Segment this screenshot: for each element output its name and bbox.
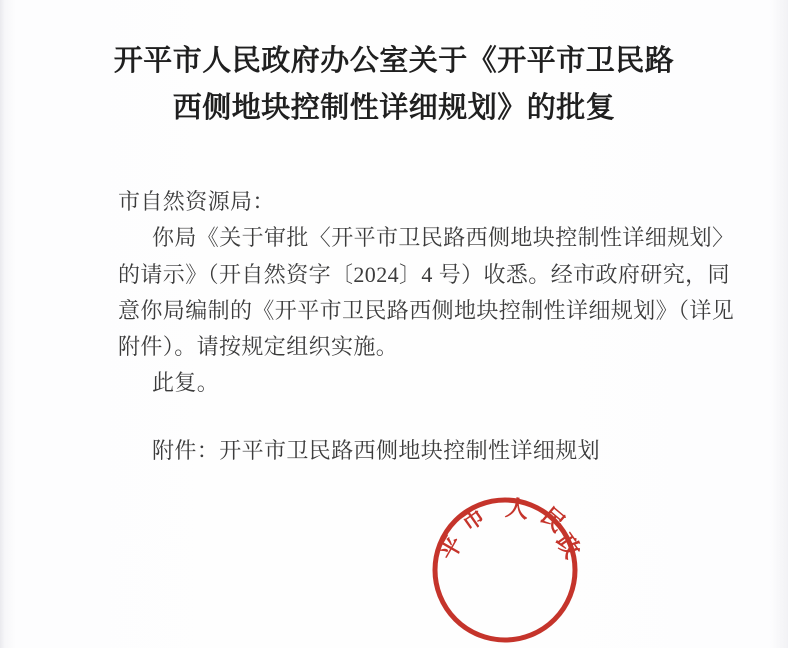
document-body: [118, 184, 734, 469]
body-line-1: 你局《关于审批〈开平市卫民路西侧地块控制性详细规划〉: [152, 225, 735, 251]
seal-partial-glyph: 平: [434, 531, 468, 565]
document-title: [0, 38, 788, 132]
closing-line: 此复。: [152, 370, 220, 396]
seal-char: 人: [504, 495, 530, 523]
body-line-4: 附件）。请按规定组织实施。: [118, 334, 399, 360]
salutation: 市自然资源局：: [118, 189, 275, 214]
body-line-3: 意你局编制的《开平市卫民路西侧地块控制性详细规划》（详见: [118, 297, 735, 323]
body-line-2: 的请示》（开自然资字〔2024〕4 号）收悉。经市政府研究，同: [118, 261, 730, 287]
title-line-2: 西侧地块控制性详细规划》的批复: [172, 92, 616, 124]
seal-char: 市: [456, 502, 490, 536]
seal-partial-glyph: 政: [551, 529, 585, 563]
seal-char: 民: [536, 503, 570, 537]
title-line-1: 开平市人民政府办公室关于《开平市卫民路: [113, 45, 675, 77]
attachment-line: 附件：开平市卫民路西侧地块控制性详细规划: [152, 437, 601, 463]
official-seal: [425, 488, 585, 648]
